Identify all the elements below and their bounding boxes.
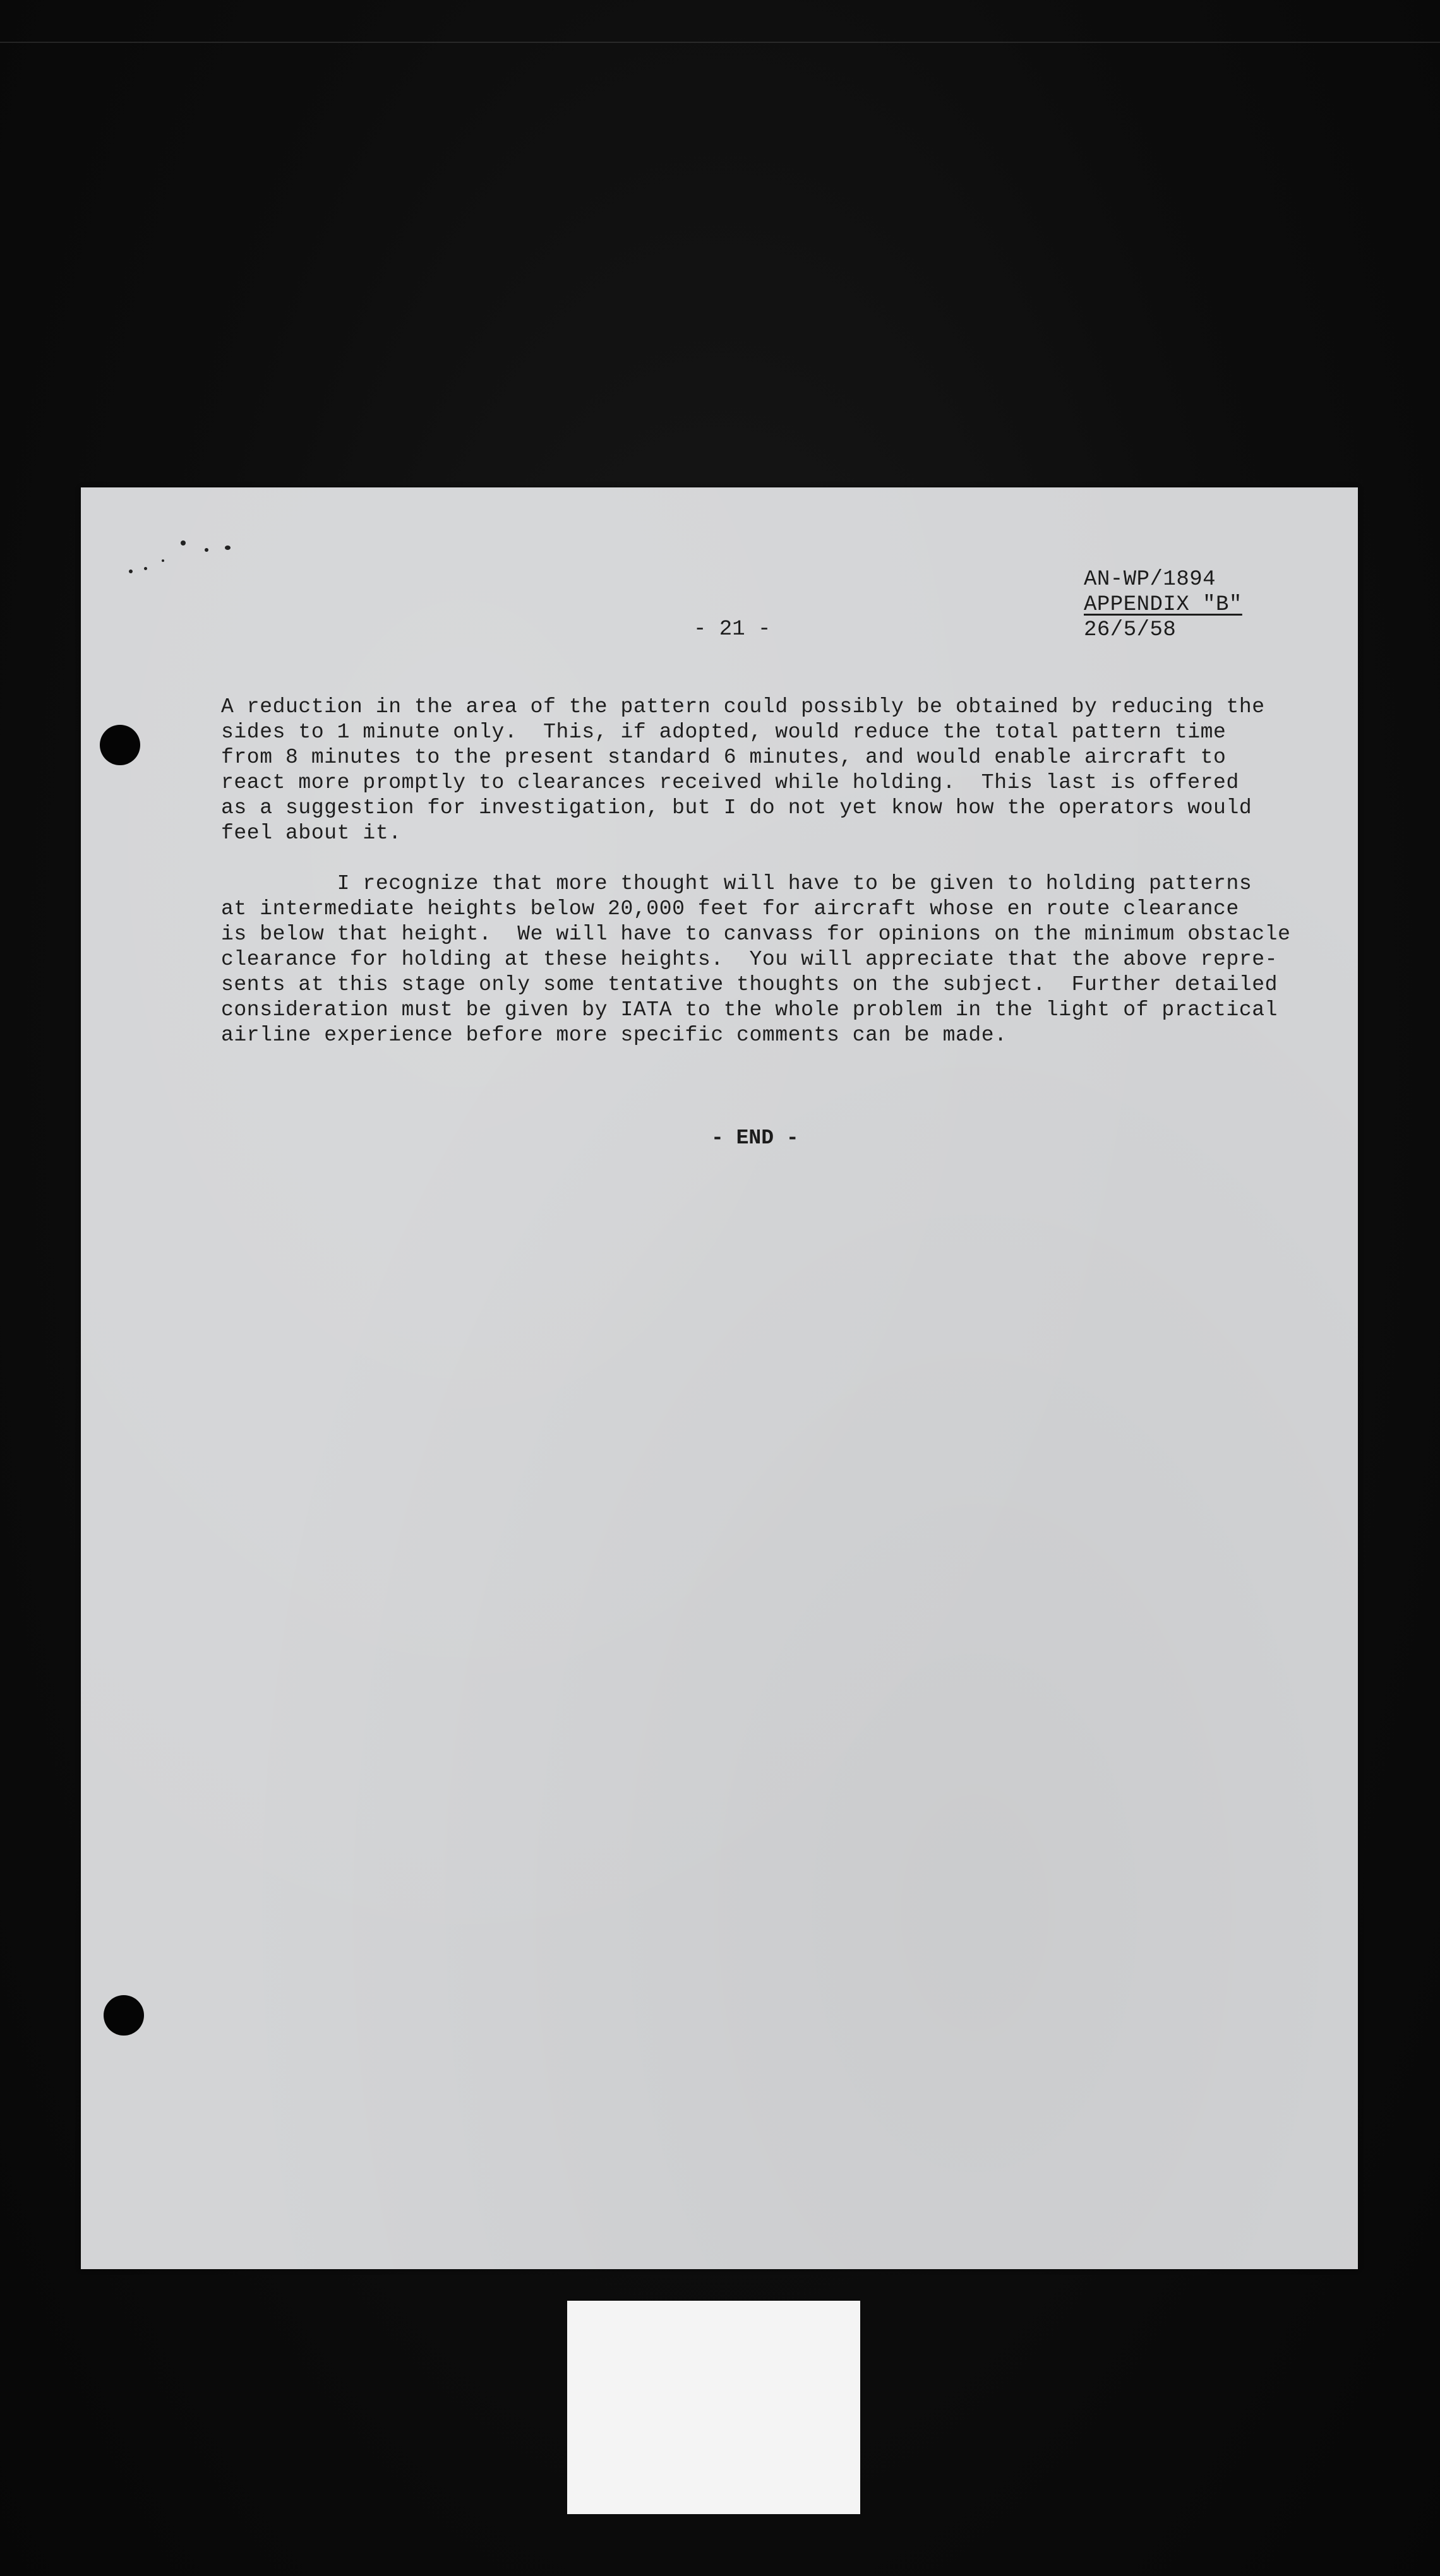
text-line: react more promptly to clearances received while holding. This last is offered: [221, 771, 1239, 794]
ink-speck: [144, 567, 147, 570]
text-line: feel about it.: [221, 821, 402, 845]
text-line: at intermediate heights below 20,000 feet for aircraft whose en route clearance: [221, 897, 1239, 921]
text-line: as a suggestion for investigation, but I do not yet know how the operators would: [221, 796, 1252, 820]
document-number: AN-WP/1894: [1084, 568, 1216, 592]
appendix-label: APPENDIX "B": [1084, 593, 1242, 617]
film-edge-line: [0, 42, 1440, 43]
ink-speck: [162, 559, 164, 562]
ink-speck: [205, 548, 208, 552]
body-text: [221, 695, 1295, 1048]
text-line: consideration must be given by IATA to the whole problem in the light of practical: [221, 998, 1278, 1022]
document-reference: [1084, 567, 1242, 643]
punch-hole-top: [100, 725, 140, 765]
text-line: clearance for holding at these heights. You will appreciate that the above repre-: [221, 948, 1278, 971]
ink-speck: [225, 546, 231, 550]
ink-speck: [129, 569, 133, 573]
text-line: from 8 minutes to the present standard 6 minutes, and would enable aircraft to: [221, 746, 1227, 769]
paragraph-2: [221, 871, 1295, 1048]
text-line: A reduction in the area of the pattern could possibly be obtained by reducing the: [221, 695, 1265, 719]
document-page: [81, 487, 1358, 2269]
document-date: 26/5/58: [1084, 618, 1177, 642]
punch-hole-bottom: [104, 1995, 144, 2036]
end-mark: - END -: [711, 1126, 799, 1150]
ink-speck: [181, 540, 186, 546]
text-line: sides to 1 minute only. This, if adopted, would reduce the total pattern time: [221, 720, 1227, 744]
text-line: sents at this stage only some tentative thoughts on the subject. Further detailed: [221, 973, 1278, 996]
paragraph-1: [221, 695, 1295, 846]
text-line: airline experience before more specific comments can be made.: [221, 1023, 1007, 1047]
text-line: is below that height. We will have to canvass for opinions on the minimum obstacle: [221, 922, 1291, 946]
text-line: I recognize that more thought will have to be given to holding patterns: [221, 872, 1252, 895]
blank-target-card: [567, 2301, 860, 2514]
page-number: - 21 -: [693, 617, 771, 641]
